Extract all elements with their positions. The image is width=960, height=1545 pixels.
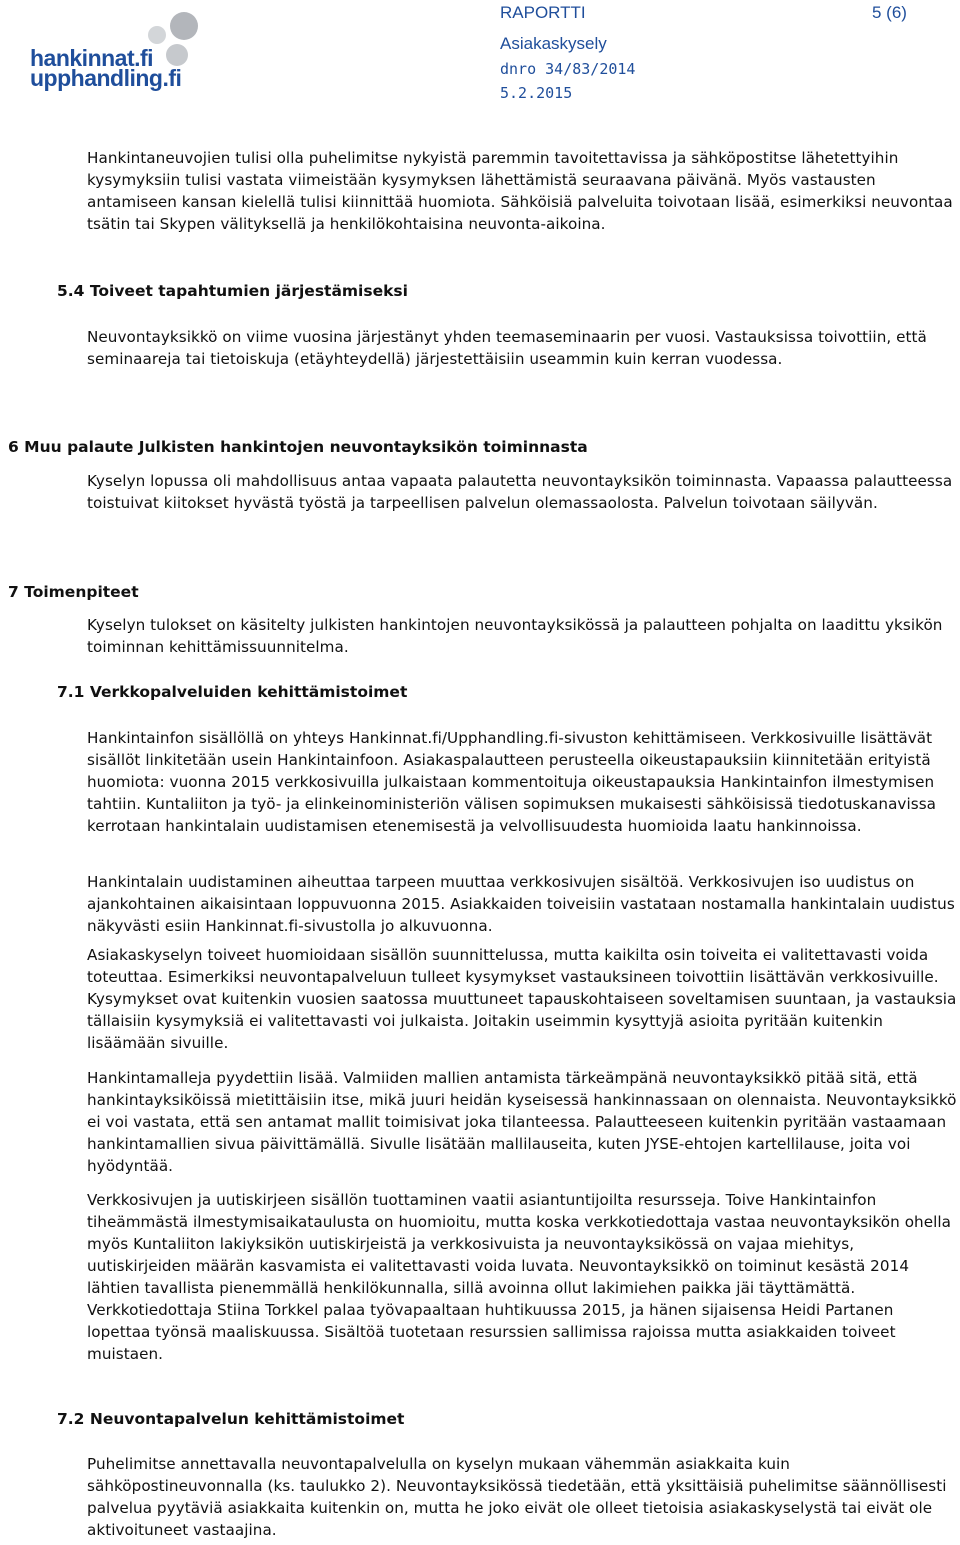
paragraph-web-4: Hankintamalleja pyydettiin lisää. Valmiiden mallien antamista tärkeämpänä neuvontayksikkö pitää sitä, että hankintayksiköissä mietittäisiin itse, mikä juuri heidän kyseisessä hankinnassaan on olennaista. Neuvontayksikkö ei voi vastata, että sen antamat mallit toimisivat joka tilanteessa. Palautteeseen kuitenkin pyritään vastaamaan hankintamallien sivua päivittämällä. Sivulle lisätään mallilauseita, kuten JYSE-ehtojen kartellilause, joita voi hyödyntää. (87, 1069, 957, 1175)
report-label: RAPORTTI (500, 3, 586, 22)
paragraph-seminars: Neuvontayksikkö on viime vuosina järjestänyt yhden teemaseminaarin per vuosi. Vastauksissa toivottiin, että seminaareja tai tietoiskuja (etäyhteydellä) järjestettäisiin useammin kuin kerran vuodessa. (87, 328, 927, 368)
paragraph-web-1: Hankintainfon sisällöllä on yhteys Hankinnat.fi/Upphandling.fi-sivuston kehittämiseen. Verkkosivuille lisättävät sisällöt linkitetään usein Hankintainfoon. Asiakaspalautteen perusteella oikeustapauksiin kiinnitetään erityistä huomiota: vuonna 2015 verkkosivuilla julkaistaan kommentoituja oikeustapauksia Hankintainfon ilmestymisen tahtiin. Kuntaliiton ja työ- ja elinkeinoministeriön välisen sopimuksen mukaisesti sähköisissä tiedotuskanavissa kerrotaan hankintalain uudistamisen etenemisestä ja velvollisuudesta huomioida laatu hankinnoissa. (87, 729, 937, 835)
logo-circle-large (170, 12, 198, 40)
logo-circle-small (148, 26, 166, 44)
paragraph-free-feedback: Kyselyn lopussa oli mahdollisuus antaa vapaata palautetta neuvontayksikön toiminnasta. Vapaassa palautteessa toistuivat kiitokset hyvästä työstä ja tarpeellisen palvelun olemassaolosta. Palvelun toivotaan säilyvän. (87, 472, 953, 512)
logo-text-fi: hankinnat.fi (30, 45, 154, 71)
doc-number: dnro 34/83/2014 (500, 60, 636, 78)
logo-text-sv: upphandling.fi (30, 65, 182, 91)
heading-7-1: 7.1 Verkkopalveluiden kehittämistoimet (57, 683, 408, 701)
heading-7-2: 7.2 Neuvontapalvelun kehittämistoimet (57, 1410, 405, 1428)
logo (22, 6, 222, 90)
paragraph-advice: Puhelimitse annettavalla neuvontapalvelulla on kyselyn mukaan vähemmän asiakkaita kuin sähköpostineuvonnalla (ks. taulukko 2). Neuvontayksikössä tiedetään, että yksittäisiä puhelimitse säännöllisesti palvelua pyytäviä asiakkaita kuitenkin on, mutta he joko eivät ole olleet tietoisia asiakaskyselystä tai eivät ole aktivoituneet vastaajina. (87, 1455, 947, 1539)
paragraph-web-3: Asiakaskyselyn toiveet huomioidaan sisällön suunnittelussa, mutta kaikilta osin toiveita ei valitettavasti voida toteuttaa. Esimerkiksi neuvontapalveluun tulleet kysymykset vastauksineen toivottiin lisättävän verkkosivuille. Kysymykset ovat kuitenkin vuosien saatossa muuttuneet tapauskohtaiseen soveltamisen suuntaan, ja vastauksia tällaisiin kysymyksiä ei valitettavasti voi julkaista. Joitakin useimmin kysyttyjä asioita pyritään kuitenkin lisäämään sivuille. (87, 946, 957, 1052)
heading-7: 7 Toimenpiteet (8, 583, 139, 601)
paragraph-web-2: Hankintalain uudistaminen aiheuttaa tarpeen muuttaa verkkosivujen sisältöä. Verkkosivujen iso uudistus on ajankohtainen aikaisintaan loppuvuonna 2015. Asiakkaiden toiveisiin vastataan nostamalla hankintalain uudistus näkyvästi esiin Hankinnat.fi-sivustolla jo alkuvuonna. (87, 873, 955, 935)
paragraph-actions: Kyselyn tulokset on käsitelty julkisten hankintojen neuvontayksikössä ja palautteen pohjalta on laadittu yksikön toiminnan kehittämissuunnitelma. (87, 616, 943, 656)
doc-date: 5.2.2015 (500, 84, 573, 102)
heading-6: 6 Muu palaute Julkisten hankintojen neuvontayksikön toiminnasta (8, 438, 588, 456)
heading-5-4: 5.4 Toiveet tapahtumien järjestämiseksi (57, 282, 408, 300)
paragraph-feedback-phone: Hankintaneuvojien tulisi olla puhelimitse nykyistä paremmin tavoitettavissa ja sähköpostitse lähetettyihin kysymyksiin tulisi vastata viimeistään kysymyksen lähettämistä seuraavana päivänä. Myös vastausten antamiseen kansan kielellä tulisi kiinnittää huomiota. Sähköisiä palveluita toivotaan lisää, esimerkiksi neuvontaa tsätin tai Skypen välityksellä ja henkilökohtaisina neuvonta-aikoina. (87, 149, 953, 233)
logo-circle-medium (166, 44, 188, 66)
page-number: 5 (6) (872, 3, 907, 22)
doc-type: Asiakaskysely (500, 34, 607, 53)
paragraph-web-5: Verkkosivujen ja uutiskirjeen sisällön tuottaminen vaatii asiantuntijoilta resursseja. Toive Hankintainfon tiheämmästä ilmestymisaikataulusta on huomioitu, mutta koska verkkotiedottaja vastaa neuvontayksikön ohella myös Kuntaliiton lakiyksikön uutiskirjeistä ja verkkosivuista ja neuvontayksikössä on vajaa miehitys, uutiskirjeiden määrän kasvamista ei valitettavasti voida luvata. Neuvontayksikkö on toiminut kesästä 2014 lähtien tavallista pienemmällä henkilökunnalla, sillä avoinna ollut lakimiehen paikka jäi täyttämättä. Verkkotiedottaja Stiina Torkkel palaa työvapaaltaan huhtikuussa 2015, ja hänen sijaisensa Heidi Partanen lopettaa työnsä maaliskuussa. Sisältöä tuotetaan resurssien sallimissa rajoissa mutta asiakkaiden toiveet muistaen. (87, 1191, 952, 1363)
